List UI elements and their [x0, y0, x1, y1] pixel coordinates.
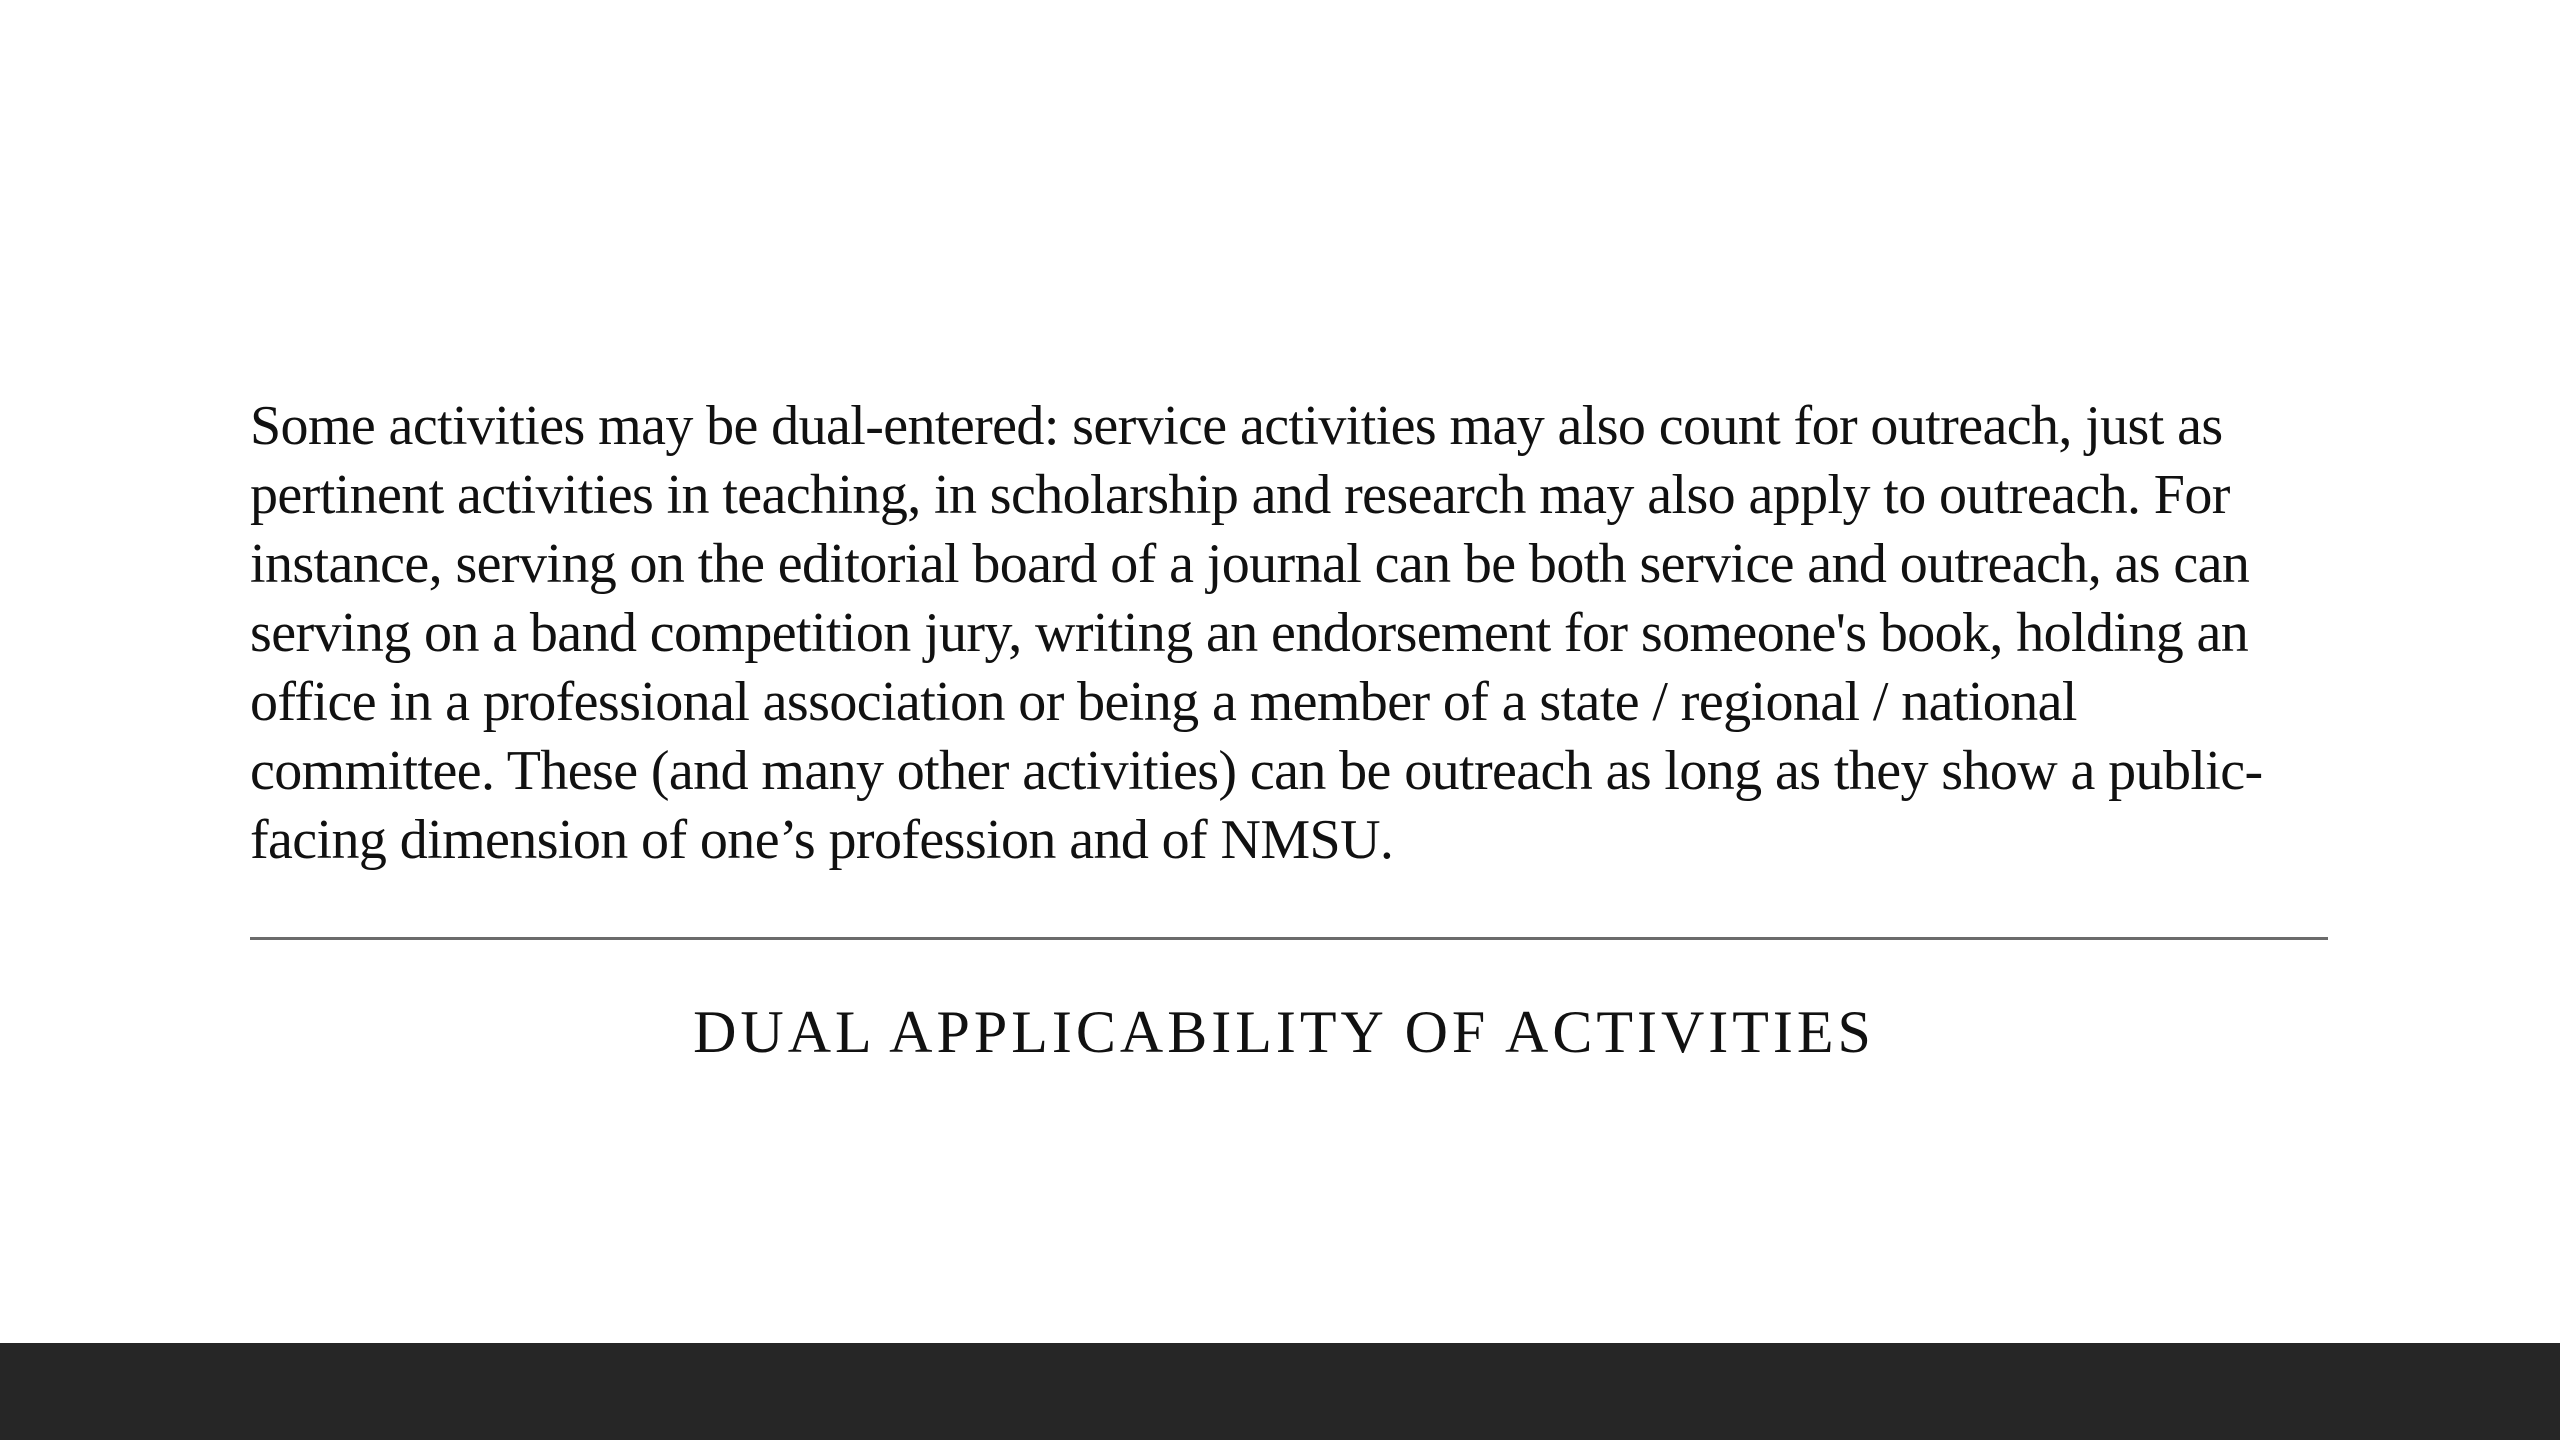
title-divider	[250, 937, 2328, 940]
slide-title: DUAL APPLICABILITY OF ACTIVITIES	[693, 999, 1875, 1065]
body-paragraph: Some activities may be dual-entered: service activities may also count for outreach, just as pertinent activities in teaching, in scholarship and research may also apply to outreach. For instance, serving on the editorial board of a journal can be both service and outreach, as can serving on a band competition jury, writing an endorsement for someone's book, holding an office in a professional association or being a member of a state / regional / national committee. These (and many other activities) can be outreach as long as they show a public-facing dimension of one’s profession and of NMSU.	[250, 395, 2263, 871]
footer-bar	[0, 1343, 2560, 1440]
